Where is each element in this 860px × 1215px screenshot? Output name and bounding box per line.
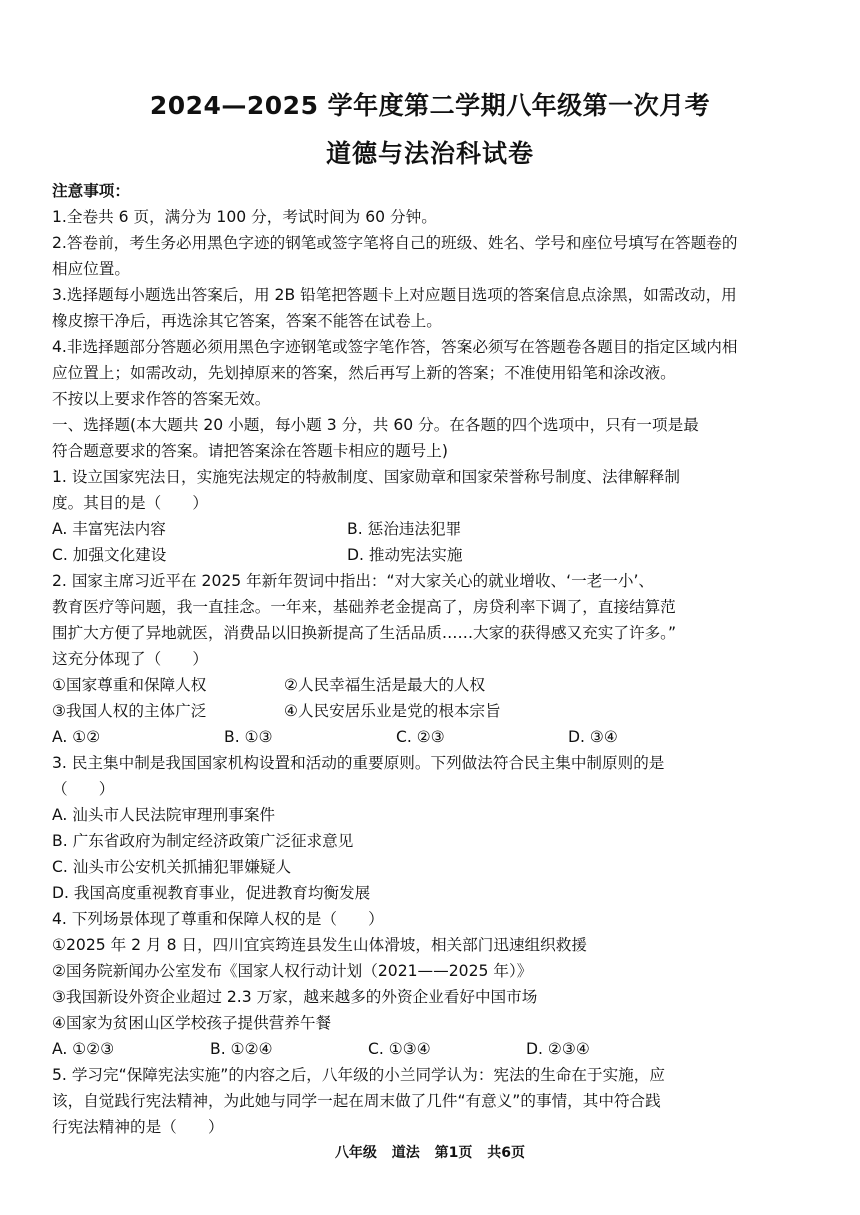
- question-2-option-a: A. ①②: [52, 728, 101, 746]
- question-2-options-row: [52, 724, 834, 750]
- question-3-option-b: B. 广东省政府为制定经济政策广泛征求意见: [52, 832, 354, 850]
- question-1-options-row: [52, 516, 834, 542]
- question-3-option-c: C. 汕头市公安机关抓捕犯罪嫌疑人: [52, 858, 292, 876]
- question-1-stem: 度。其目的是（ ）: [52, 494, 208, 512]
- question-3-stem: （ ）: [52, 780, 115, 798]
- question-1-option-d: D. 推动宪法实施: [347, 546, 463, 564]
- question-2-option-b: B. ①③: [224, 728, 273, 746]
- notes-line: 4.非选择题部分答题必须用黑色字迹钢笔或签字笔作答，答案必须写在答题卷各题目的指定区域内相: [52, 338, 738, 356]
- page-footer: 八年级 道法 第1页 共6页: [334, 1145, 526, 1161]
- question-2-statements-row: [52, 672, 834, 698]
- notes-line: 应位置上；如需改动，先划掉原来的答案，然后再写上新的答案；不准使用铅笔和涂改液。: [52, 364, 676, 382]
- notes-line: 3.选择题每小题选出答案后，用 2B 铅笔把答题卡上对应题目选项的答案信息点涂黑，如需改动，用: [52, 286, 737, 304]
- question-5-stem: 行宪法精神的是（ ）: [52, 1118, 224, 1136]
- section-heading: 一、选择题(本大题共 20 小题，每小题 3 分，共 60 分。在各题的四个选项中，只有一项是最: [52, 416, 699, 434]
- question-5-stem: 5. 学习完“保障宪法实施”的内容之后，八年级的小兰同学认为：宪法的生命在于实施，应: [52, 1066, 665, 1084]
- question-4-option-d: D. ②③④: [526, 1040, 590, 1058]
- section-heading: 符合题意要求的答案。请把答案涂在答题卡相应的题号上): [52, 442, 448, 460]
- question-4-statement: ①2025 年 2 月 8 日，四川宜宾筠连县发生山体滑坡，相关部门迅速组织救援: [52, 936, 587, 954]
- question-2-statements-row: [52, 698, 834, 724]
- notes-line: 2.答卷前，考生务必用黑色字迹的钢笔或签字笔将自己的班级、姓名、学号和座位号填写在答题卷的: [52, 234, 738, 252]
- question-3-option-a: A. 汕头市人民法院审理刑事案件: [52, 806, 276, 824]
- question-2-statement: ①国家尊重和保障人权: [52, 676, 207, 694]
- question-2-stem: 围扩大方便了异地就医，消费品以旧换新提高了生活品质……大家的获得感又充实了许多。”: [52, 624, 677, 642]
- question-4-statement: ②国务院新闻办公室发布《国家人权行动计划（2021——2025 年）》: [52, 962, 533, 980]
- question-1-stem: 1. 设立国家宪法日，实施宪法规定的特赦制度、国家勋章和国家荣誉称号制度、法律解释制: [52, 468, 680, 486]
- question-4-statement: ③我国新设外资企业超过 2.3 万家，越来越多的外资企业看好中国市场: [52, 988, 538, 1006]
- question-4-options-row: [52, 1036, 834, 1062]
- question-2-stem: 2. 国家主席习近平在 2025 年新年贺词中指出：“对大家关心的就业增收、‘一老一小’、: [52, 572, 655, 590]
- question-2-statement: ④人民安居乐业是党的根本宗旨: [284, 702, 501, 720]
- question-1-options-row: [52, 542, 834, 568]
- question-5-stem: 该，自觉践行宪法精神，为此她与同学一起在周末做了几件“有意义”的事情，其中符合践: [52, 1092, 661, 1110]
- question-4-option-b: B. ①②④: [210, 1040, 273, 1058]
- question-1-option-b: B. 惩治违法犯罪: [347, 520, 462, 538]
- question-4-option-a: A. ①②③: [52, 1040, 115, 1058]
- question-2-option-c: C. ②③: [396, 728, 445, 746]
- notes-heading: 注意事项：: [52, 182, 130, 200]
- question-2-option-d: D. ③④: [568, 728, 618, 746]
- exam-body: [52, 178, 834, 1140]
- question-2-stem: 教育医疗等问题，我一直挂念。一年来，基础养老金提高了，房贷利率下调了，直接结算范: [52, 598, 676, 616]
- exam-subject-title: 道德与法治科试卷: [325, 139, 534, 168]
- question-2-statement: ②人民幸福生活是最大的人权: [284, 676, 486, 694]
- question-4-statement: ④国家为贫困山区学校孩子提供营养午餐: [52, 1014, 332, 1032]
- question-2-stem: 这充分体现了（ ）: [52, 650, 208, 668]
- question-4-option-c: C. ①③④: [368, 1040, 431, 1058]
- question-1-option-c: C. 加强文化建设: [52, 546, 167, 564]
- notes-line: 相应位置。: [52, 260, 130, 278]
- notes-line: 不按以上要求作答的答案无效。: [52, 390, 271, 408]
- notes-line: 橡皮擦干净后，再选涂其它答案，答案不能答在试卷上。: [52, 312, 442, 330]
- question-4-stem: 4. 下列场景体现了尊重和保障人权的是（ ）: [52, 910, 384, 928]
- question-2-statement: ③我国人权的主体广泛: [52, 702, 207, 720]
- exam-title: 2024—2025 学年度第二学期八年级第一次月考: [149, 91, 711, 120]
- notes-line: 1.全卷共 6 页，满分为 100 分，考试时间为 60 分钟。: [52, 208, 437, 226]
- question-3-option-d: D. 我国高度重视教育事业，促进教育均衡发展: [52, 884, 371, 902]
- question-1-option-a: A. 丰富宪法内容: [52, 520, 166, 538]
- question-3-stem: 3. 民主集中制是我国国家机构设置和活动的重要原则。下列做法符合民主集中制原则的是: [52, 754, 665, 772]
